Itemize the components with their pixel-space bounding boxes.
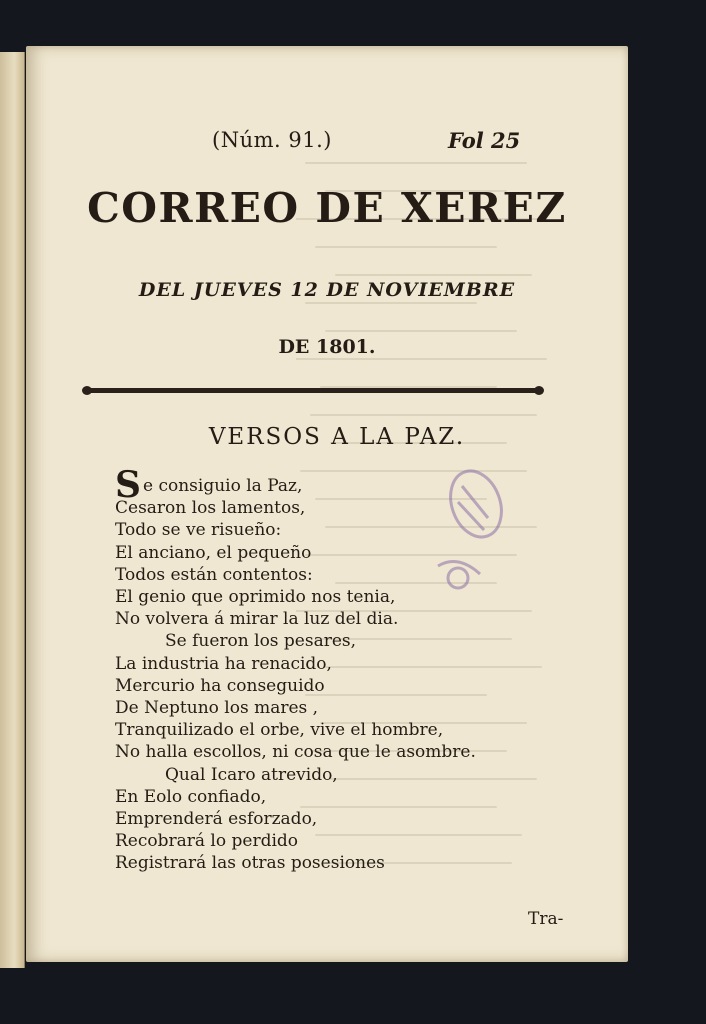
poem-line: Recobrará lo perdido <box>115 831 299 852</box>
poem-line: Mercurio ha conseguido <box>115 675 325 696</box>
masthead-title: CORREO DE XEREZ <box>87 184 567 232</box>
poem-line: De Neptuno los mares , <box>115 698 319 719</box>
poem-line: La industria ha renacido, <box>115 653 332 674</box>
ornamental-rule <box>86 388 540 393</box>
poem-line: Todo se ve risueño: <box>115 520 282 541</box>
poem-line: Qual Icaro atrevido, <box>165 764 338 785</box>
poem-line: No volvera á mirar la luz del dia. <box>115 609 399 630</box>
poem-line: En Eolo confiado, <box>115 786 267 807</box>
newspaper-page <box>26 46 628 962</box>
poem-line-first <box>115 464 575 506</box>
first-line-text: e consiguio la Paz, <box>143 476 303 496</box>
poem-line: Se fueron los pesares, <box>165 631 357 652</box>
poem-line: Registrará las otras posesiones <box>115 853 385 874</box>
issue-number: (Núm. 91.) <box>212 128 332 152</box>
previous-page-edge <box>0 52 25 968</box>
poem-line: Cesaron los lamentos, <box>115 498 306 519</box>
poem-line: Tranquilizado el orbe, vive el hombre, <box>115 720 444 741</box>
drop-cap: S <box>115 464 141 506</box>
poem-line: El genio que oprimido nos tenia, <box>115 587 396 608</box>
poem-body <box>115 464 575 875</box>
poem-line: Todos están contentos: <box>115 564 313 585</box>
page-header <box>26 128 628 158</box>
poem-line: No halla escollos, ni cosa que le asombre. <box>115 742 476 763</box>
dateline: DEL JUEVES 12 DE NOVIEMBRE <box>138 279 516 301</box>
catchword: Tra- <box>528 909 564 929</box>
folio-number: Fol 25 <box>448 128 521 153</box>
poem-line: El anciano, el pequeño <box>115 542 312 563</box>
poem-line: Emprenderá esforzado, <box>115 809 318 830</box>
poem-title: VERSOS A LA PAZ. <box>208 424 466 450</box>
dateline-year: DE 1801. <box>278 336 376 358</box>
